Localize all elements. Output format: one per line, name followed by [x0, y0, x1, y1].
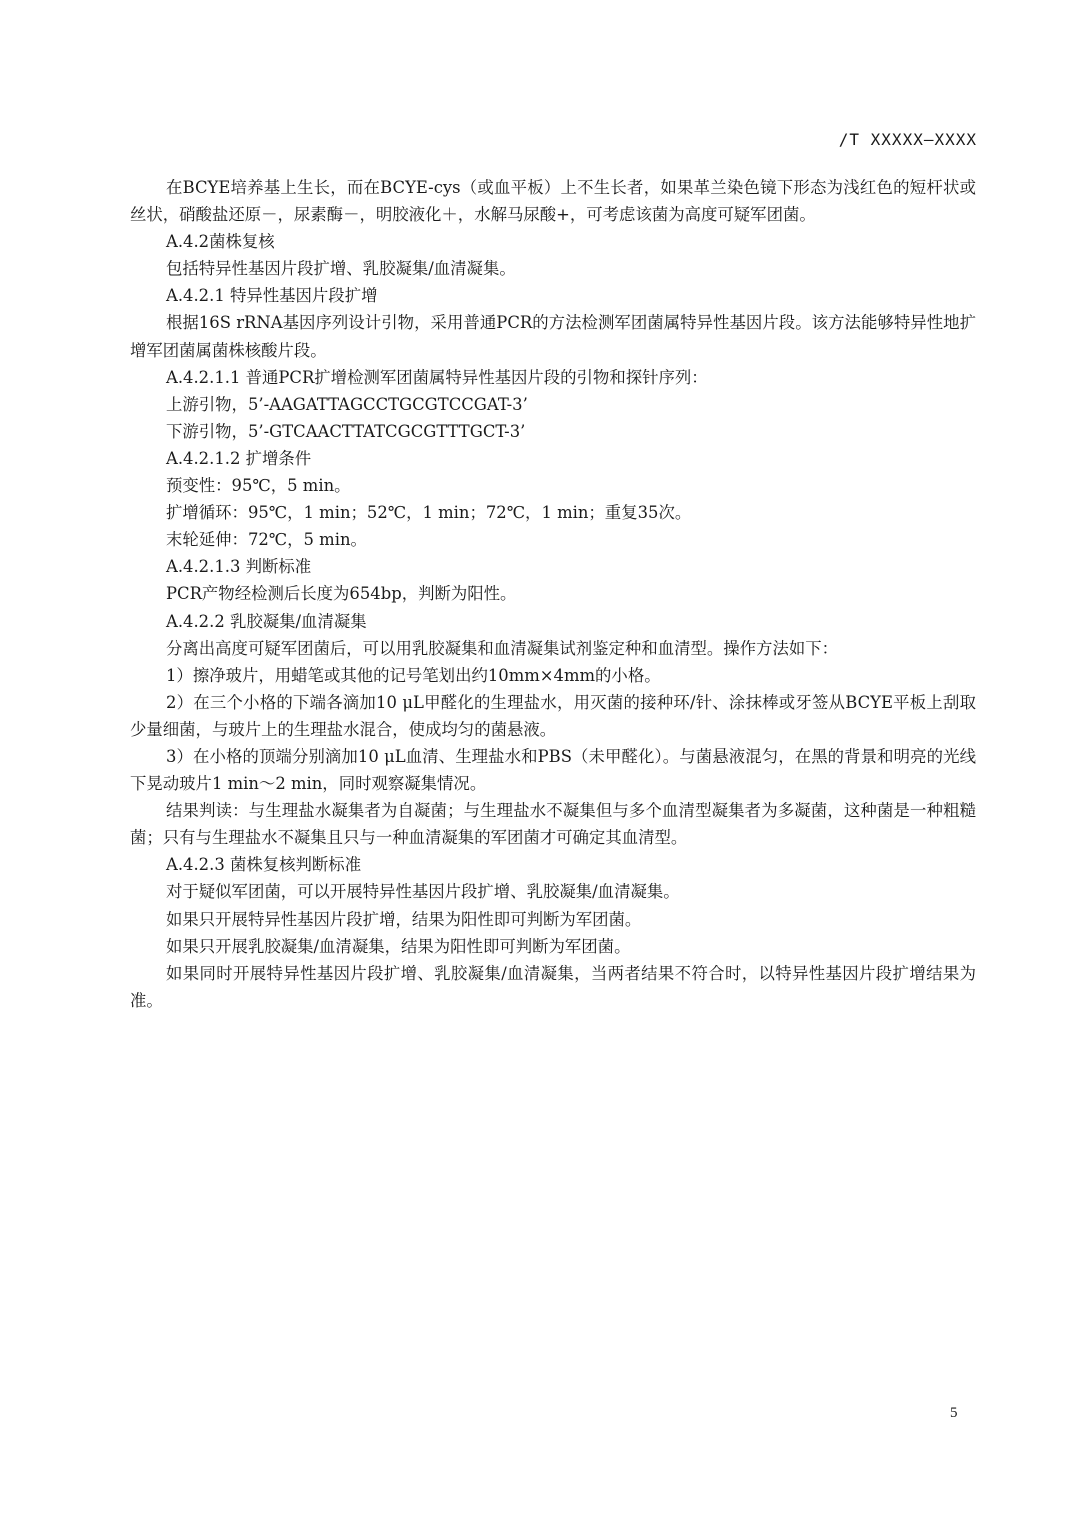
predenaturation: 预变性：95℃，5 min。 [166, 476, 351, 496]
pcr-criterion: PCR产物经检测后长度为654bp，判断为阳性。 [166, 584, 517, 604]
section-heading-a-4-2-2: A.4.2.2 乳胶凝集/血清凝集 [166, 611, 367, 631]
paragraph-agglutination-intro: 分离出高度可疑军团菌后，可以用乳胶凝集和血清凝集试剂鉴定种和血清型。操作方法如下： [166, 638, 839, 658]
page-number: 5 [950, 1405, 958, 1421]
section-heading-a-4-2-1: A.4.2.1 特异性基因片段扩增 [166, 286, 378, 306]
paragraph-both: 如果同时开展特异性基因片段扩增、乳胶凝集/血清凝集，当两者结果不符合时，以特异性基因片段扩增结果为准。 [130, 963, 976, 1010]
final-extension: 末轮延伸：72℃，5 min。 [166, 530, 367, 550]
document-body [130, 174, 976, 1014]
paragraph-bcye-growth: 在BCYE培养基上生长，而在BCYE-cys（或血平板）上不生长者，如果革兰染色镜下形态为浅红色的短杆状或丝状，硝酸盐还原－，尿素酶－，明胶液化＋，水解马尿酸+，可考虑该菌为高度可疑军团菌。 [130, 178, 976, 225]
paragraph-16s-rrna: 根据16S rRNA基因序列设计引物，采用普通PCR的方法检测军团菌属特异性基因片段。该方法能够特异性地扩增军团菌属菌株核酸片段。 [130, 313, 976, 360]
primer-reverse: 下游引物，5’-GTCAACTTATCGCGTTTGCT-3’ [166, 421, 526, 441]
section-heading-a-4-2-1-3: A.4.2.1.3 判断标准 [166, 557, 312, 577]
step-2: 2）在三个小格的下端各滴加10 μL甲醛化的生理盐水，用灭菌的接种环/针、涂抹棒或牙签从BCYE平板上刮取少量细菌，与玻片上的生理盐水混合，使成均匀的菌悬液。 [130, 692, 976, 739]
step-3: 3）在小格的顶端分别滴加10 μL血清、生理盐水和PBS（未甲醛化）。与菌悬液混匀，在黑的背景和明亮的光线下晃动玻片1 min～2 min，同时观察凝集情况。 [130, 746, 976, 794]
paragraph-suspected: 对于疑似军团菌，可以开展特异性基因片段扩增、乳胶凝集/血清凝集。 [166, 882, 680, 902]
step-1: 1）擦净玻片，用蜡笔或其他的记号笔划出约10mm×4mm的小格。 [166, 665, 661, 685]
paragraph-only-agglutination: 如果只开展乳胶凝集/血清凝集，结果为阳性即可判断为军团菌。 [166, 936, 631, 956]
paragraph-includes: 包括特异性基因片段扩增、乳胶凝集/血清凝集。 [166, 259, 516, 279]
section-heading-a-4-2-3: A.4.2.3 菌株复核判断标准 [166, 855, 362, 875]
amplification-cycle: 扩增循环：95℃，1 min；52℃，1 min；72℃，1 min；重复35次。 [166, 503, 692, 523]
section-heading-a-4-2-1-1: A.4.2.1.1 普通PCR扩增检测军团菌属特异性基因片段的引物和探针序列： [166, 367, 708, 387]
paragraph-only-pcr: 如果只开展特异性基因片段扩增，结果为阳性即可判断为军团菌。 [166, 909, 642, 929]
section-heading-a-4-2-1-2: A.4.2.1.2 扩增条件 [166, 448, 312, 468]
result-interpretation: 结果判读：与生理盐水凝集者为自凝菌；与生理盐水不凝集但与多个血清型凝集者为多凝菌，这种菌是一种粗糙菌；只有与生理盐水不凝集且只与一种血清凝集的军团菌才可确定其血清型。 [130, 801, 976, 848]
document-code: /T XXXXX—XXXX [838, 130, 977, 149]
section-heading-a-4-2: A.4.2菌株复核 [166, 232, 275, 252]
primer-forward: 上游引物，5’-AAGATTAGCCTGCGTCCGAT-3’ [166, 394, 528, 414]
